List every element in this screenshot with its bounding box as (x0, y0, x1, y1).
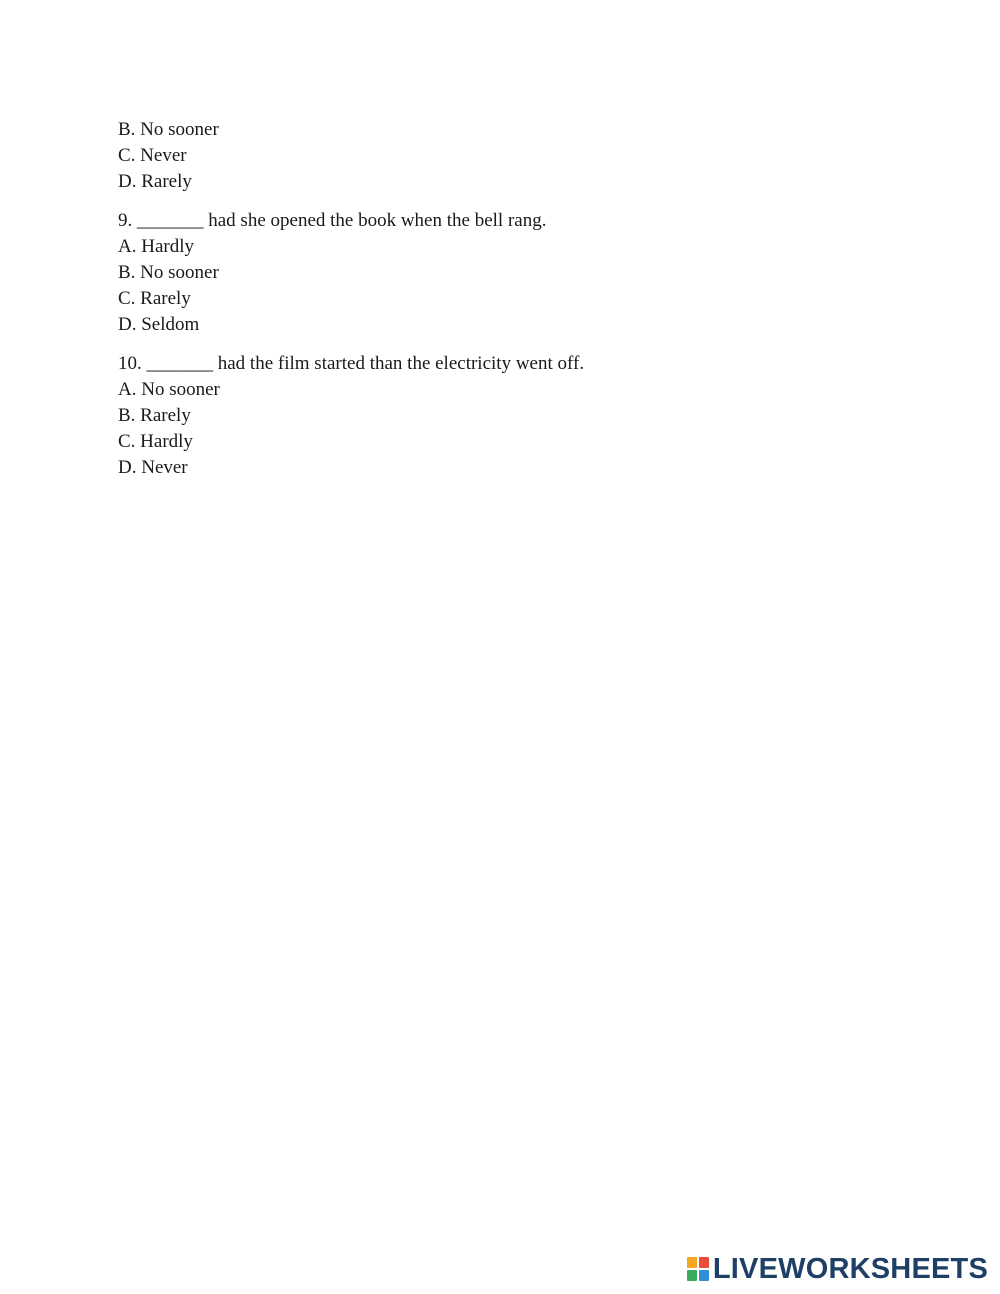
logo-tile (699, 1270, 709, 1281)
option: C. Hardly (118, 431, 193, 452)
question-prompt: 9. _______ had she opened the book when the bell rang. (118, 210, 547, 231)
question-10 (118, 351, 878, 481)
option: C. Rarely (118, 288, 191, 309)
option: A. No sooner (118, 379, 220, 400)
question-prompt: 10. _______ had the film started than the electricity went off. (118, 353, 585, 374)
logo-tile (687, 1257, 697, 1268)
option: A. Hardly (118, 236, 194, 257)
option: B. No sooner (118, 262, 219, 283)
option: B. Rarely (118, 405, 191, 426)
option: B. No sooner (118, 119, 219, 140)
continued-question (118, 117, 878, 195)
option: D. Rarely (118, 171, 192, 192)
liveworksheets-brand (687, 1253, 988, 1285)
logo-tile (699, 1257, 709, 1268)
brand-name: LIVEWORKSHEETS (712, 1253, 988, 1285)
option: D. Seldom (118, 314, 200, 335)
worksheet-page (118, 117, 878, 481)
question-9 (118, 208, 878, 338)
option: C. Never (118, 145, 187, 166)
option: D. Never (118, 457, 188, 478)
liveworksheets-logo-icon (687, 1257, 709, 1281)
logo-tile (687, 1270, 697, 1281)
